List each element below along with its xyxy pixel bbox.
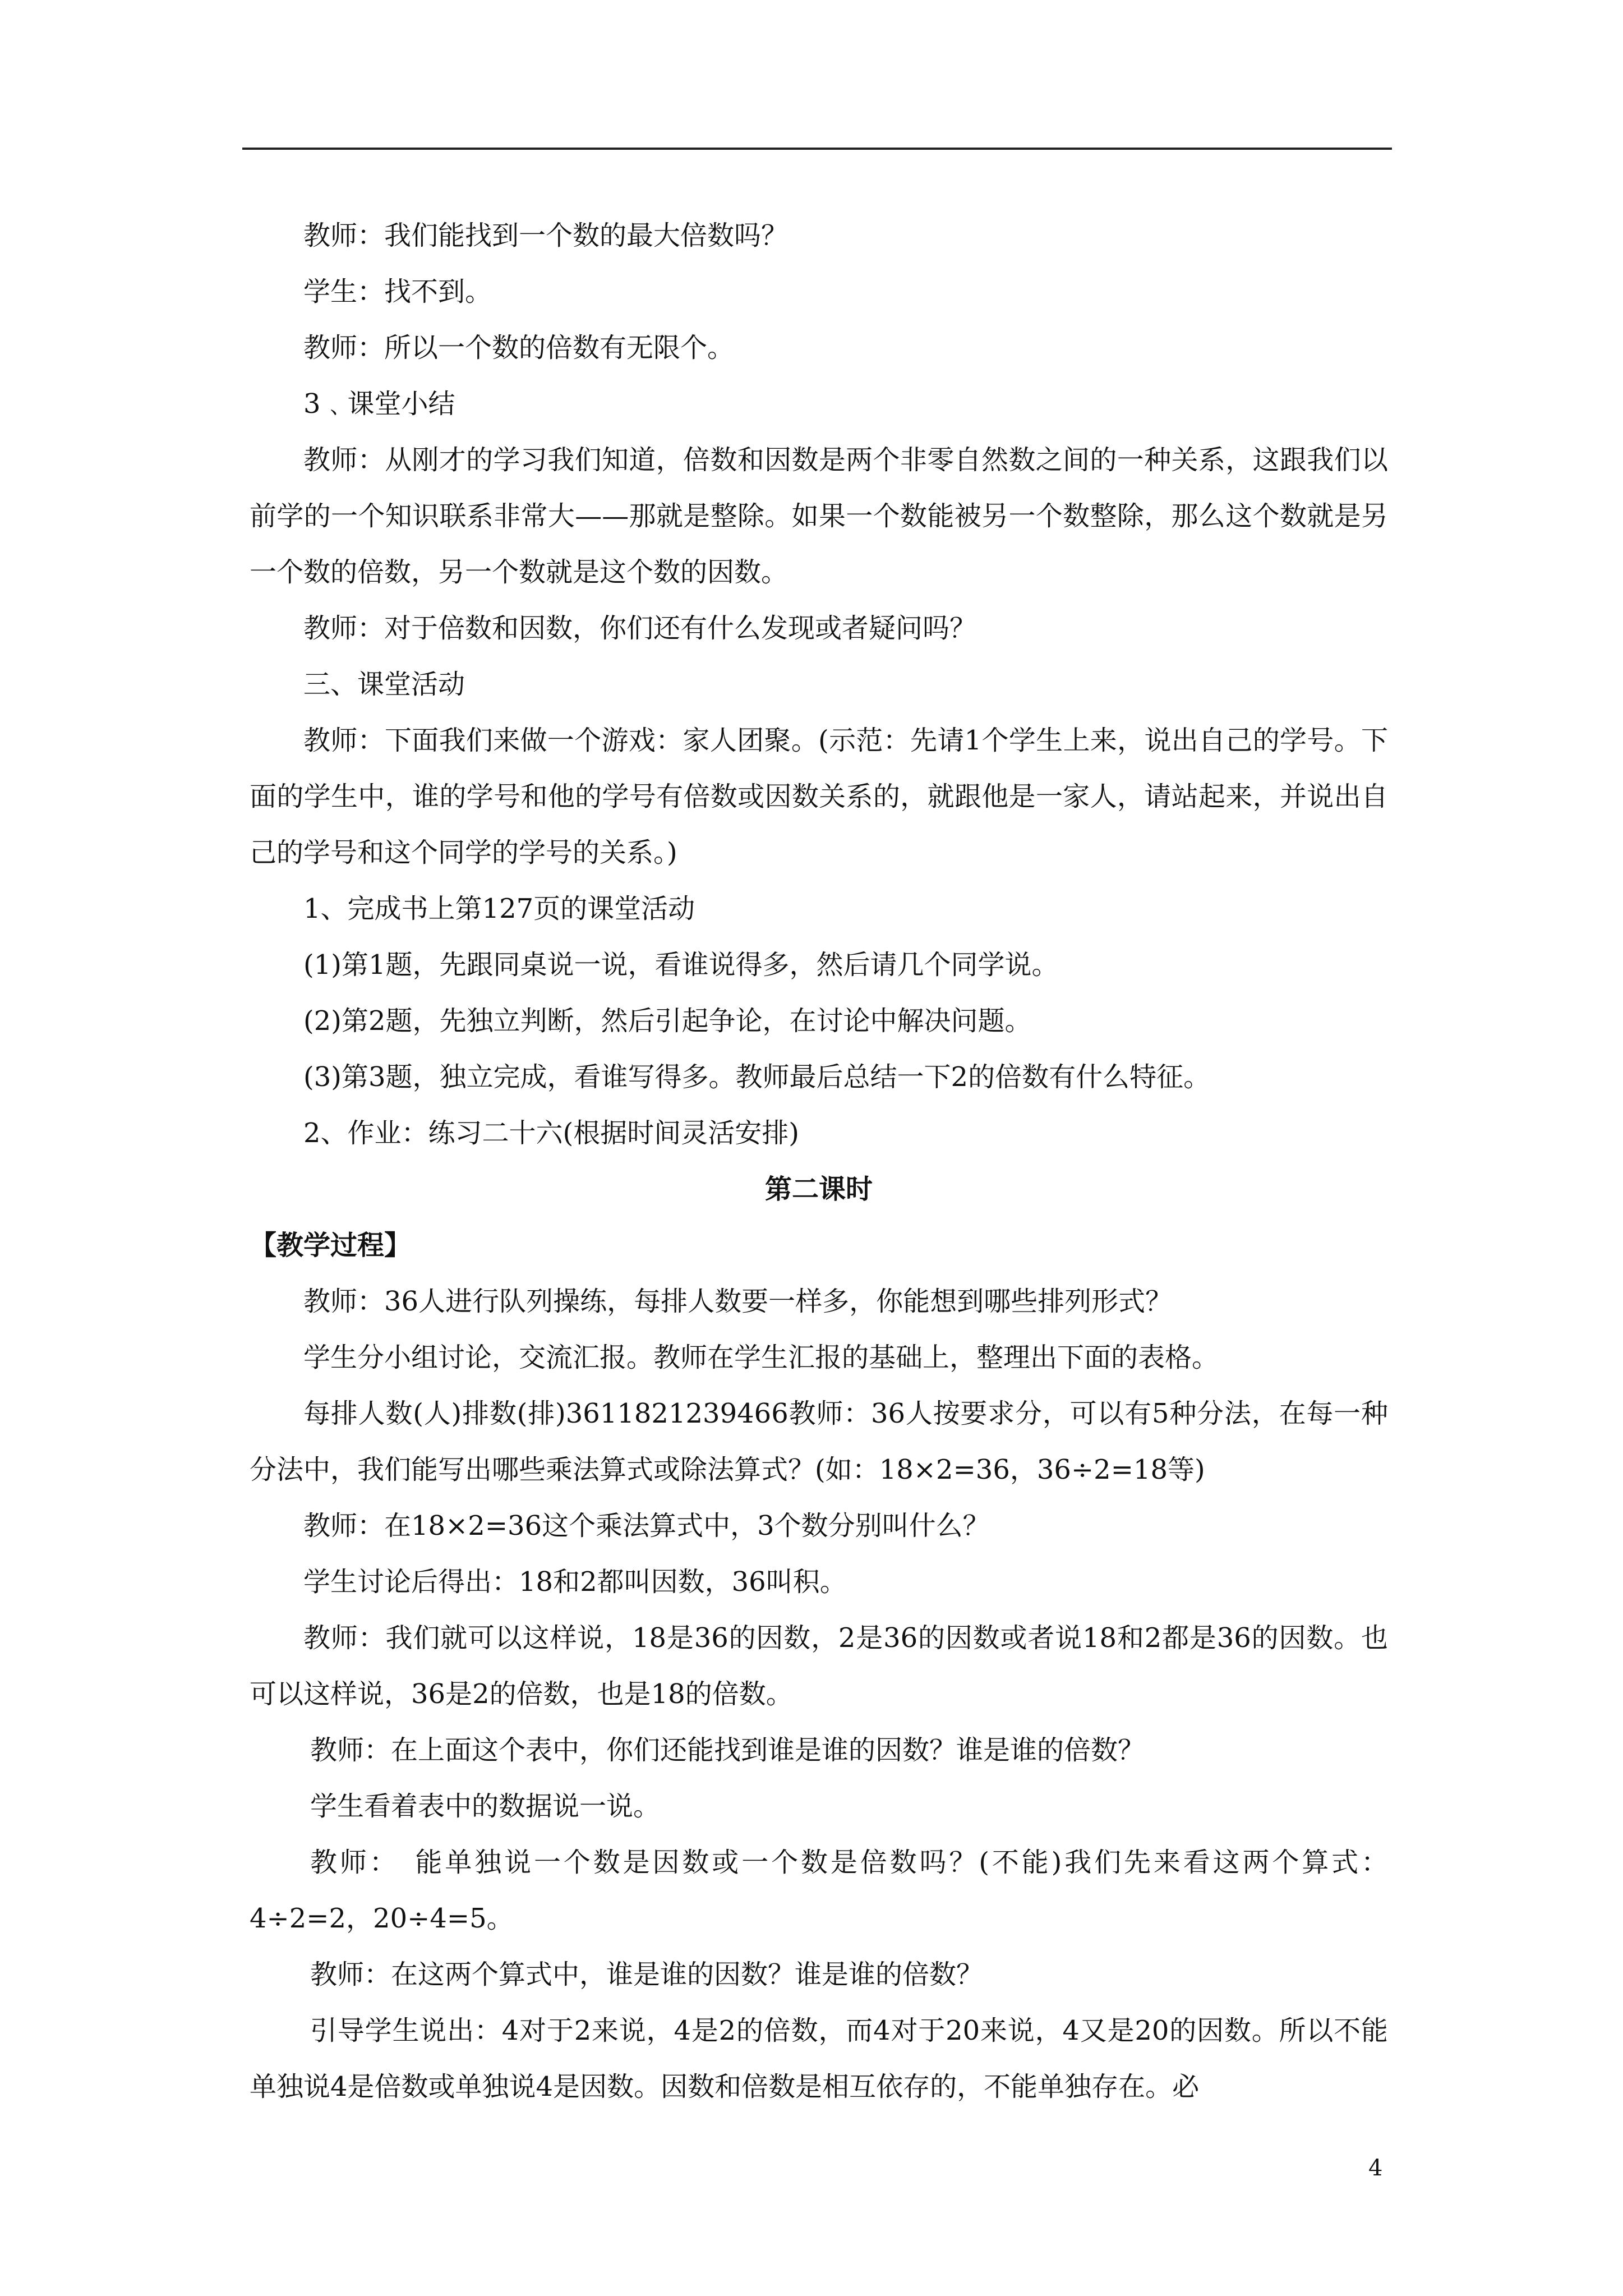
paragraph: 教师：在上面这个表中，你们还能找到谁是谁的因数？谁是谁的倍数？ <box>310 1734 1145 1766</box>
paragraph: 学生看着表中的数据说一说。 <box>310 1791 661 1822</box>
paragraph: 教师：下面我们来做一个游戏：家人团聚。(示范：先请1个学生上来，说出自己的学号。下面的学生中，谁的学号和他的学号有倍数或因数关系的，就跟他是一家人，请站起来，并说出自己的学号和这个同学的学号的关系。) <box>250 725 1388 868</box>
paragraph: 教师：所以一个数的倍数有无限个。 <box>303 332 735 364</box>
list-item: 2、作业：练习二十六(根据时间灵活安排) <box>303 1117 799 1149</box>
document-body <box>250 208 1388 2115</box>
section-heading: 三、课堂活动 <box>303 669 465 700</box>
paragraph: 教师：在18×2=36这个乘法算式中，3个数分别叫什么？ <box>303 1510 990 1542</box>
page-number: 4 <box>1368 2155 1383 2181</box>
section-title: 第二课时 <box>764 1174 873 1205</box>
bracket-heading: 【教学过程】 <box>250 1230 412 1261</box>
paragraph: 教师：从刚才的学习我们知道，倍数和因数是两个非零自然数之间的一种关系，这跟我们以前学的一个知识联系非常大——那就是整除。如果一个数能被另一个数整除，那么这个数就是另一个数的倍数，另一个数就是这个数的因数。 <box>250 444 1388 588</box>
list-item: (1)第1题，先跟同桌说一说，看谁说得多，然后请几个同学说。 <box>303 949 1059 981</box>
list-item: 1、完成书上第127页的课堂活动 <box>303 893 695 924</box>
paragraph: 学生：找不到。 <box>303 276 492 307</box>
paragraph: 教师：我们就可以这样说，18是36的因数，2是36的因数或者说18和2都是36的因数。也可以这样说，36是2的倍数，也是18的倍数。 <box>250 1622 1388 1710</box>
list-item: (3)第3题，独立完成，看谁写得多。教师最后总结一下2的倍数有什么特征。 <box>303 1061 1211 1093</box>
paragraph: 引导学生说出：4对于2来说，4是2的倍数，而4对于20来说，4又是20的因数。所以不能单独说4是倍数或单独说4是因数。因数和倍数是相互依存的，不能单独存在。必 <box>250 2015 1388 2102</box>
paragraph: 教师：我们能找到一个数的最大倍数吗？ <box>303 220 789 251</box>
paragraph: 教师：对于倍数和因数，你们还有什么发现或者疑问吗？ <box>303 613 977 644</box>
paragraph: 教师：36人进行队列操练，每排人数要一样多，你能想到哪些排列形式？ <box>303 1286 1173 1317</box>
paragraph: 3﹑课堂小结 <box>303 388 455 420</box>
paragraph: 学生分小组讨论，交流汇报。教师在学生汇报的基础上，整理出下面的表格。 <box>303 1342 1219 1373</box>
header-rule <box>242 148 1392 150</box>
paragraph: 学生讨论后得出：18和2都叫因数，36叫积。 <box>303 1566 847 1598</box>
list-item: (2)第2题，先独立判断，然后引起争论，在讨论中解决问题。 <box>303 1005 1032 1037</box>
paragraph: 教师：在这两个算式中，谁是谁的因数？谁是谁的倍数？ <box>310 1959 984 1990</box>
paragraph: 教师： 能单独说一个数是因数或一个数是倍数吗？(不能)我们先来看这两个算式：4÷2=2，20÷4=5。 <box>250 1847 1388 1934</box>
paragraph: 每排人数(人)排数(排)3611821239466教师：36人按要求分，可以有5种分法，在每一种分法中，我们能写出哪些乘法算式或除法算式？(如：18×2=36，36÷2=18等) <box>250 1398 1388 1485</box>
